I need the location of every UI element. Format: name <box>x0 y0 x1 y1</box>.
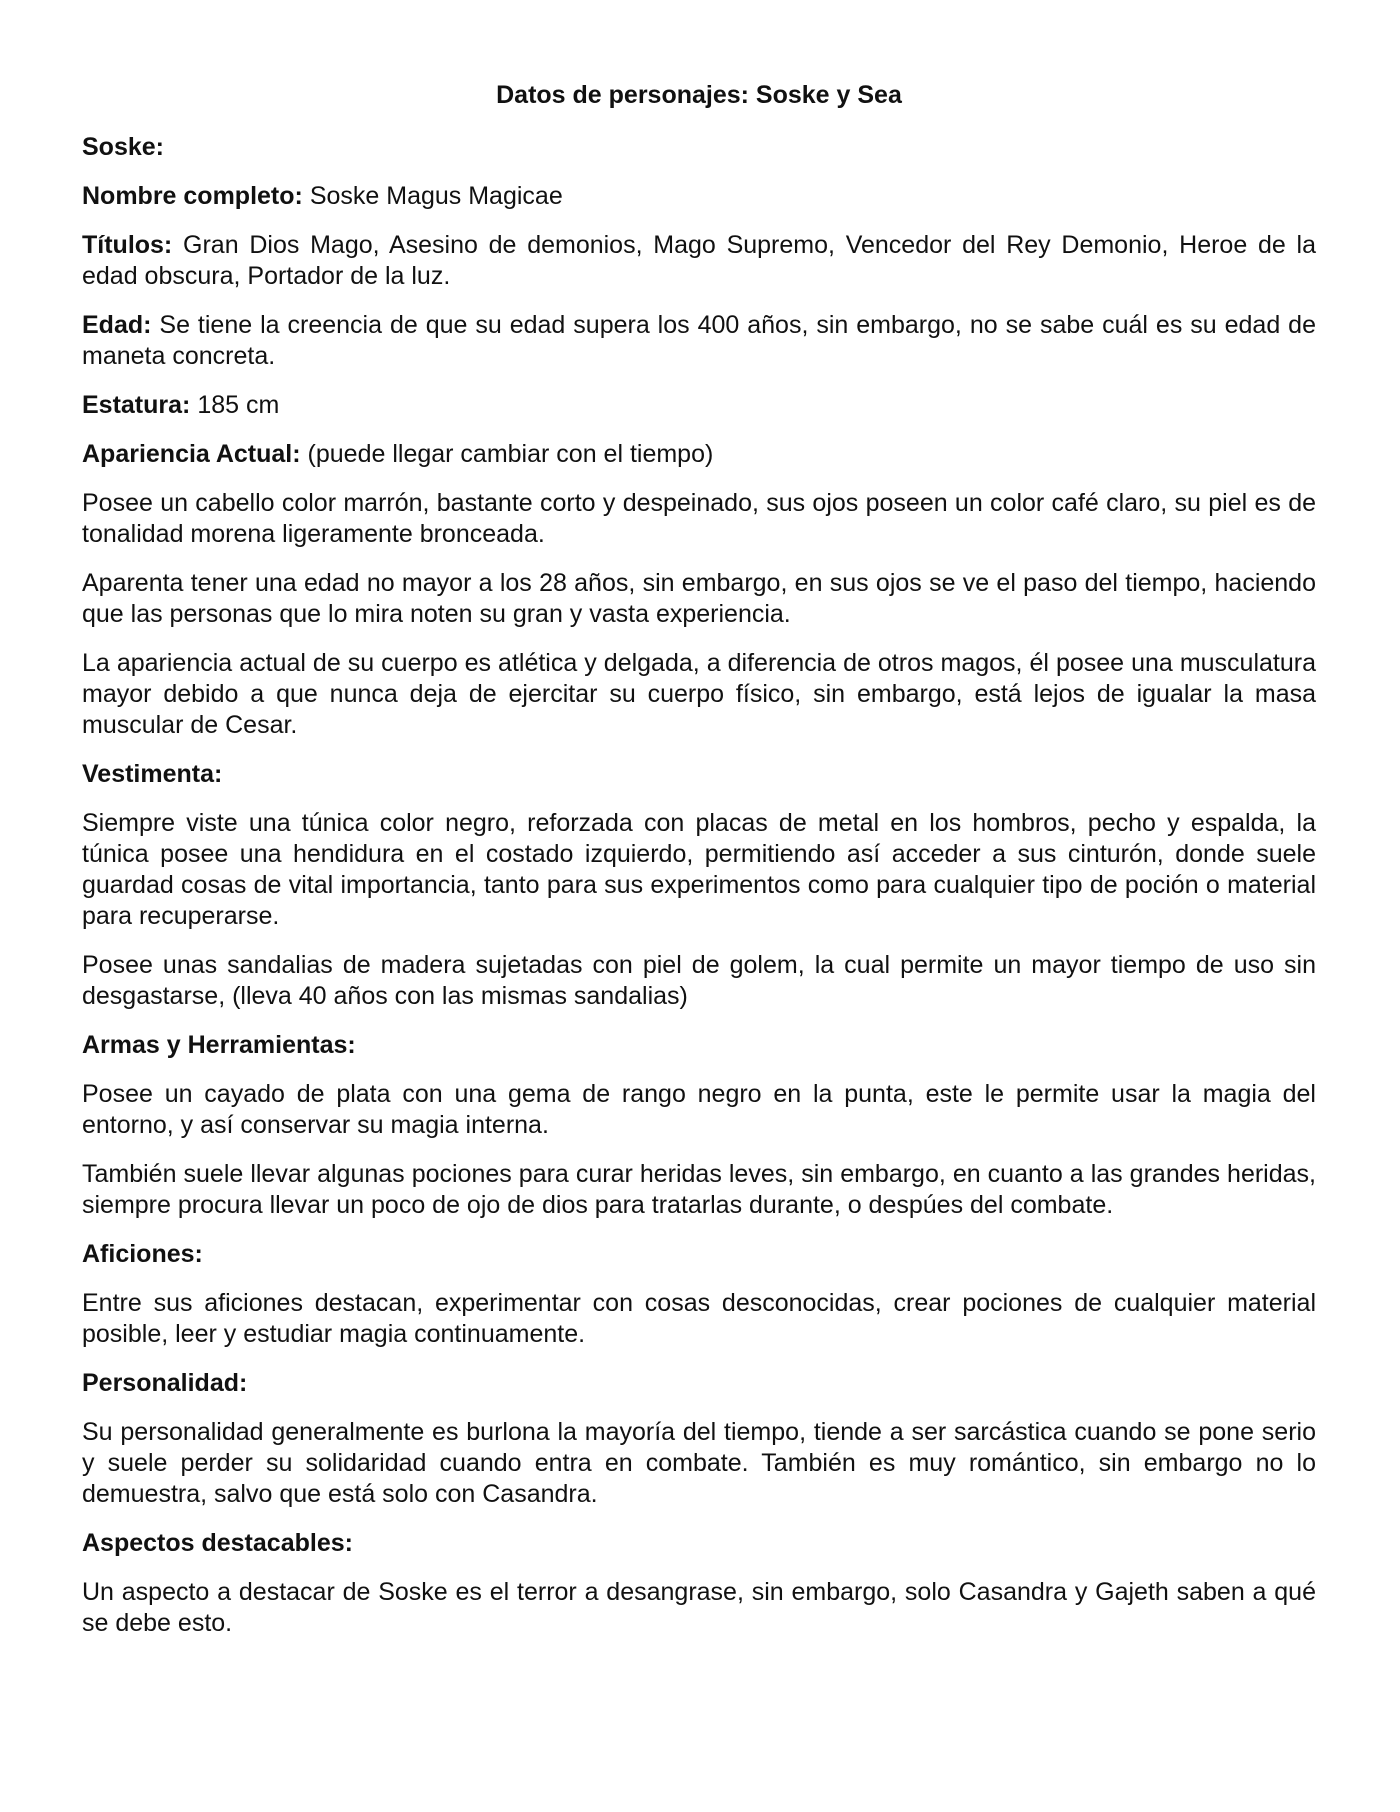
field-value: Se tiene la creencia de que su edad supera los 400 años, sin embargo, no se sabe cuál es su edad de maneta concreta. <box>82 311 1316 370</box>
section-heading-armas: Armas y Herramientas: <box>82 1031 356 1059</box>
field-label: Edad: <box>82 311 152 339</box>
field-nombre <box>82 181 1316 212</box>
personalidad-paragraph: Su personalidad generalmente es burlona la mayoría del tiempo, tiende a ser sarcástica cuando se pone serio y suele perder su solidaridad cuando entra en combate. También es muy romántico, sin embargo no lo demuestra, salvo que está solo con Casandra. <box>82 1418 1316 1508</box>
section-heading-personalidad: Personalidad: <box>82 1369 248 1397</box>
aspectos-paragraph: Un aspecto a destacar de Soske es el terror a desangrase, sin embargo, solo Casandra y Gajeth saben a qué se debe esto. <box>82 1578 1316 1637</box>
apariencia-paragraph: La apariencia actual de su cuerpo es atlética y delgada, a diferencia de otros magos, él posee una musculatura mayor debido a que nunca deja de ejercitar su cuerpo físico, sin embargo, está lejos de igualar la masa muscular de Cesar. <box>82 649 1316 739</box>
field-titulos <box>82 230 1316 292</box>
field-label: Apariencia Actual: <box>82 440 301 468</box>
armas-paragraph: También suele llevar algunas pociones para curar heridas leves, sin embargo, en cuanto a las grandes heridas, siempre procura llevar un poco de ojo de dios para tratarlas durante, o despúes del combate. <box>82 1160 1316 1219</box>
aficiones-paragraph: Entre sus aficiones destacan, experimentar con cosas desconocidas, crear pociones de cualquier material posible, leer y estudiar magia continuamente. <box>82 1289 1316 1348</box>
section-heading-aficiones: Aficiones: <box>82 1240 203 1268</box>
field-label: Títulos: <box>82 231 173 259</box>
field-value: Soske Magus Magicae <box>309 182 563 210</box>
armas-paragraph: Posee un cayado de plata con una gema de rango negro en la punta, este le permite usar la magia del entorno, y así conservar su magia interna. <box>82 1080 1316 1139</box>
vestimenta-paragraph: Siempre viste una túnica color negro, reforzada con placas de metal en los hombros, pecho y espalda, la túnica posee una hendidura en el costado izquierdo, permitiendo así acceder a sus cinturón, donde suele guardad cosas de vital importancia, tanto para sus experimentos como para cualquier tipo de poción o material para recuperarse. <box>82 809 1316 930</box>
document-page <box>82 80 1316 1657</box>
vestimenta-paragraph: Posee unas sandalias de madera sujetadas con piel de golem, la cual permite un mayor tiempo de uso sin desgastarse, (lleva 40 años con las mismas sandalias) <box>82 951 1316 1010</box>
field-value: Gran Dios Mago, Asesino de demonios, Mago Supremo, Vencedor del Rey Demonio, Heroe de la edad obscura, Portador de la luz. <box>82 231 1316 290</box>
apariencia-paragraph: Posee un cabello color marrón, bastante corto y despeinado, sus ojos poseen un color café claro, su piel es de tonalidad morena ligeramente bronceada. <box>82 489 1316 548</box>
field-value: (puede llegar cambiar con el tiempo) <box>307 440 714 468</box>
field-edad <box>82 310 1316 372</box>
apariencia-paragraph: Aparenta tener una edad no mayor a los 28 años, sin embargo, en sus ojos se ve el paso del tiempo, haciendo que las personas que lo mira noten su gran y vasta experiencia. <box>82 569 1316 628</box>
field-label: Nombre completo: <box>82 182 303 210</box>
character-heading: Soske: <box>82 133 164 161</box>
section-heading-vestimenta: Vestimenta: <box>82 760 223 788</box>
document-title: Datos de personajes: Soske y Sea <box>496 81 902 109</box>
field-value: 185 cm <box>197 391 280 419</box>
section-heading-aspectos: Aspectos destacables: <box>82 1529 353 1557</box>
field-estatura <box>82 390 1316 421</box>
field-label: Estatura: <box>82 391 191 419</box>
field-apariencia <box>82 439 1316 470</box>
